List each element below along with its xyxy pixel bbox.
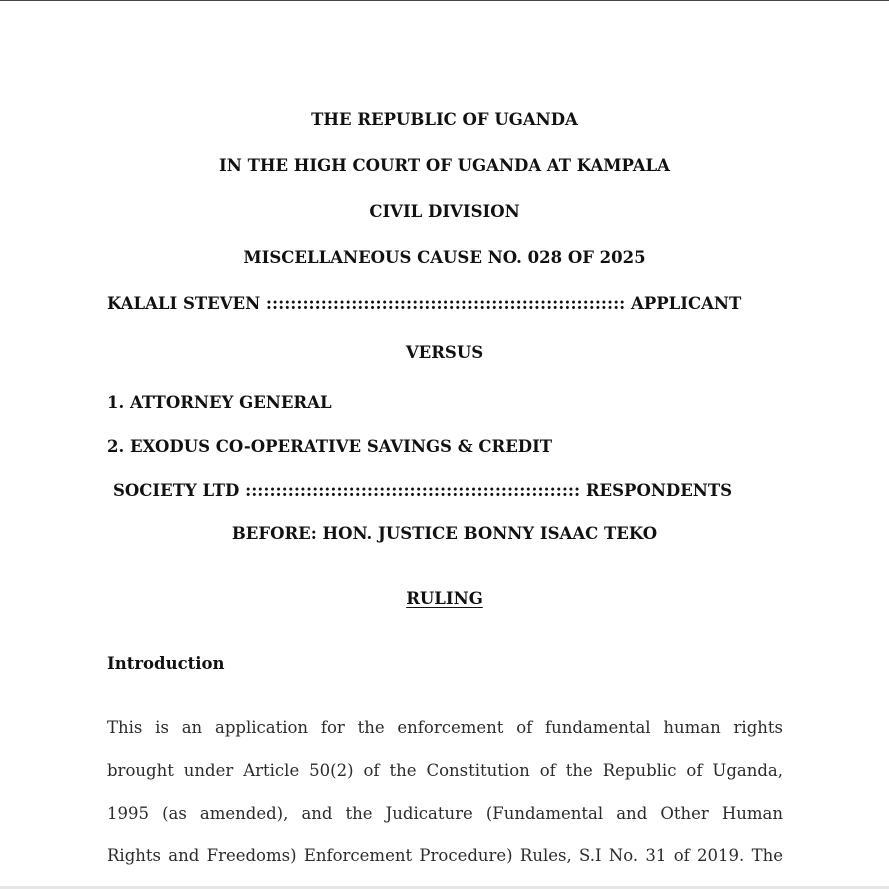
respondent-2-continuation: SOCIETY LTD ::::::::::::::::::::::::::::::::::::::::::::::::::::::: RESPONDENTS bbox=[113, 481, 733, 500]
versus-label: VERSUS bbox=[405, 343, 484, 362]
heading-division: CIVIL DIVISION bbox=[369, 202, 520, 221]
applicant-line: KALALI STEVEN ::::::::::::::::::::::::::::::::::::::::::::::::::::::::::: APPLICANT bbox=[107, 294, 742, 313]
page-top-border bbox=[0, 0, 889, 1]
body-line: 1995 (as amended), and the Judicature (Fundamental and Other Human bbox=[107, 804, 783, 823]
body-line: This is an application for the enforcement of fundamental human rights bbox=[107, 718, 783, 737]
ruling-title-text: RULING bbox=[406, 589, 483, 608]
heading-court: IN THE HIGH COURT OF UGANDA AT KAMPALA bbox=[219, 156, 670, 175]
heading-republic: THE REPUBLIC OF UGANDA bbox=[311, 110, 578, 129]
respondent-2: 2. EXODUS CO-OPERATIVE SAVINGS & CREDIT bbox=[107, 437, 553, 456]
ruling-title bbox=[0, 589, 889, 609]
respondent-1: 1. ATTORNEY GENERAL bbox=[107, 393, 332, 412]
before-judge: BEFORE: HON. JUSTICE BONNY ISAAC TEKO bbox=[231, 524, 658, 543]
body-line: Rights and Freedoms) Enforcement Procedure) Rules, S.I No. 31 of 2019. The bbox=[107, 846, 783, 865]
section-title-introduction: Introduction bbox=[107, 654, 225, 673]
body-line: brought under Article 50(2) of the Constitution of the Republic of Uganda, bbox=[107, 761, 783, 780]
heading-cause-number: MISCELLANEOUS CAUSE NO. 028 OF 2025 bbox=[243, 248, 646, 267]
